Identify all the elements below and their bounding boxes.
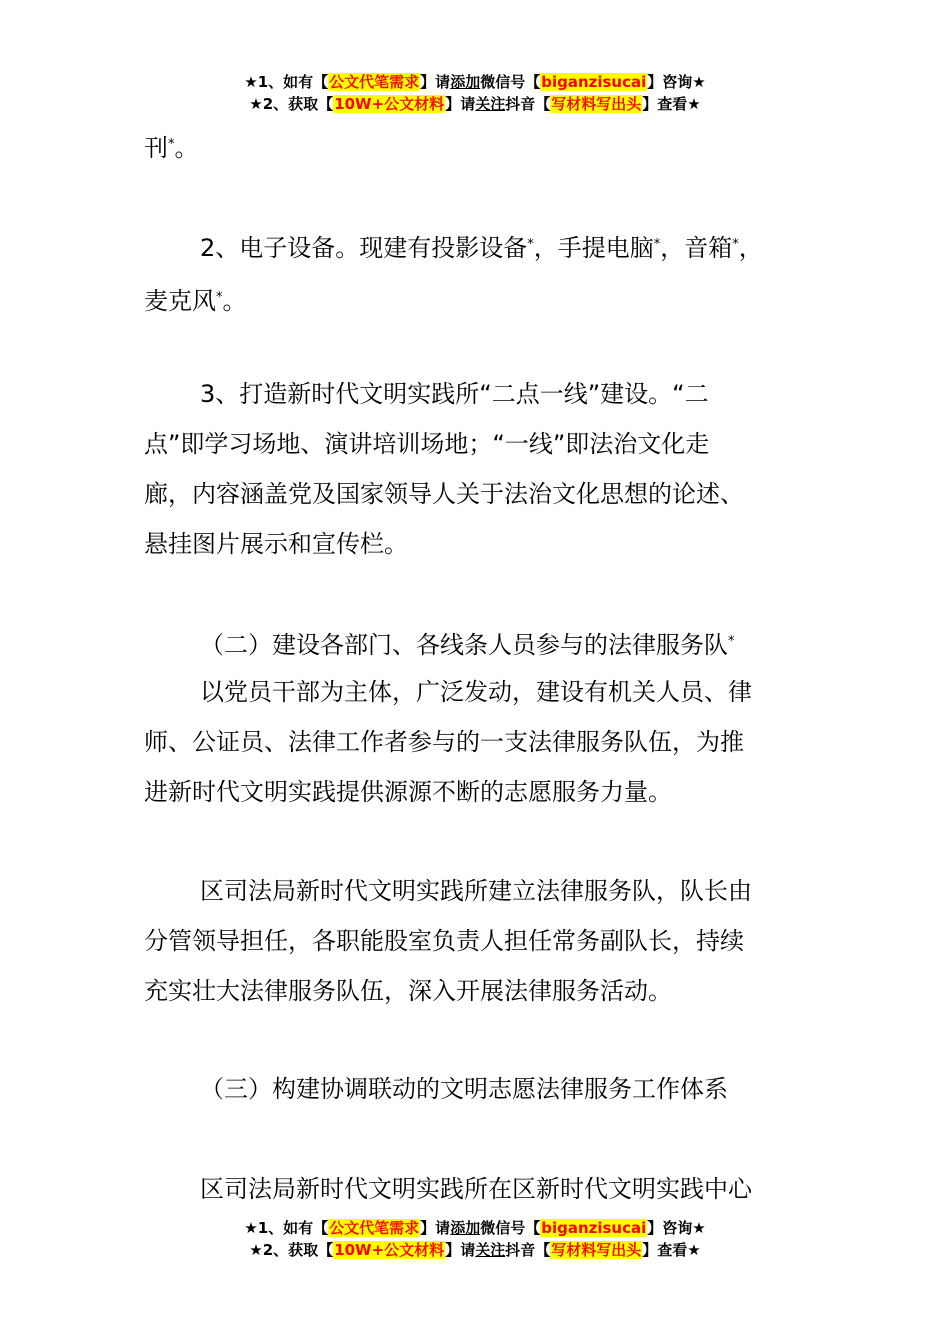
promo-text: 】请: [445, 1241, 476, 1259]
promo-highlight: 公文代笔需求: [329, 73, 420, 91]
promo-text: 抖音【: [505, 1241, 551, 1259]
text-line: 3、打造新时代文明实践所“二点一线”建设。“二: [200, 380, 709, 408]
text-line: 区司法局新时代文明实践所建立法律服务队，队长由: [200, 877, 752, 905]
promo-text: 】咨询★: [647, 1219, 706, 1237]
asterisk-mark: *: [168, 137, 175, 152]
promo-highlight: 10W+公文材料: [334, 1241, 445, 1259]
text-line: [144, 120, 814, 173]
promo-text: 微信号【: [480, 73, 541, 91]
promo-text: ★2、获取【: [249, 1241, 334, 1259]
promo-wechat-id: biganzisucai: [541, 1219, 647, 1237]
promo-underlined-text: 关注: [475, 1241, 506, 1259]
text-line: 区司法局新时代文明实践所在区新时代文明实践中心: [200, 1175, 752, 1203]
text-line: 以党员干部为主体，广泛发动，建设有机关人员、律: [200, 678, 752, 706]
section-heading-3: [144, 1064, 814, 1114]
promo-line-1: [0, 1218, 950, 1240]
promo-highlight: 公文代笔需求: [329, 1219, 420, 1237]
asterisk-mark: *: [216, 290, 223, 305]
text-line: 廊，内容涵盖党及国家领导人关于法治文化思想的论述、: [144, 480, 744, 508]
text-line: [144, 273, 814, 326]
promo-douyin-id: 写材料写出头: [551, 1241, 642, 1259]
heading-text: （二）建设各部门、各线条人员参与的法律服务队: [200, 631, 728, 659]
promo-text: 抖音【: [505, 95, 551, 113]
asterisk-mark: *: [728, 634, 735, 649]
section-heading-2: [144, 617, 814, 670]
promo-text: ★1、如有【: [244, 73, 329, 91]
text-line: 悬挂图片展示和宣传栏。: [144, 530, 408, 558]
text-line: 充实壮大法律服务队伍，深入开展法律服务活动。: [144, 977, 672, 1005]
text-run: 2、电子设备。现建有投影设备: [200, 234, 528, 262]
paragraph-continuation: [144, 120, 814, 173]
asterisk-mark: *: [653, 237, 661, 252]
promo-highlight: 10W+公文材料: [334, 95, 445, 113]
paragraph-team-leadership: [144, 866, 814, 1016]
heading-text: （三）构建协调联动的文明志愿法律服务工作体系: [200, 1075, 728, 1103]
paragraph-two-points-one-line: [144, 369, 814, 569]
text-run: 。: [222, 287, 247, 315]
paragraph-practice-center: [144, 1164, 814, 1214]
text-line: 进新时代文明实践提供源源不断的志愿服务力量。: [144, 778, 672, 806]
text-line: [144, 617, 814, 670]
footer-promo-banner: [0, 1218, 950, 1262]
asterisk-mark: *: [527, 237, 534, 252]
promo-text: 】请: [420, 1219, 451, 1237]
promo-text: 微信号【: [480, 1219, 541, 1237]
promo-text: 】查看★: [642, 95, 701, 113]
promo-line-2: [0, 94, 950, 116]
text-run: ，音箱: [660, 234, 733, 262]
promo-line-1: [0, 72, 950, 94]
promo-text: ★2、获取【: [249, 95, 334, 113]
text-line: 分管领导担任，各职能股室负责人担任常务副队长，持续: [144, 927, 744, 955]
promo-text: ★1、如有【: [244, 1219, 329, 1237]
text-run: 。: [174, 134, 199, 162]
promo-line-2: [0, 1240, 950, 1262]
promo-text: 】请: [420, 73, 451, 91]
promo-text: 】咨询★: [647, 73, 706, 91]
text-run: ，: [738, 234, 763, 262]
promo-underlined-text: 添加: [450, 73, 481, 91]
promo-douyin-id: 写材料写出头: [551, 95, 642, 113]
text-run: ，手提电脑: [533, 234, 654, 262]
text-line: 点”即学习场地、演讲培训场地；“一线”即法治文化走: [144, 430, 710, 458]
asterisk-mark: *: [732, 237, 739, 252]
text-run: 麦克风: [144, 287, 216, 315]
promo-underlined-text: 关注: [475, 95, 506, 113]
paragraph-electronic-equipment: [144, 220, 814, 326]
promo-underlined-text: 添加: [450, 1219, 481, 1237]
promo-text: 】请: [445, 95, 476, 113]
text-line: 师、公证员、法律工作者参与的一支法律服务队伍，为推: [144, 728, 744, 756]
promo-text: 】查看★: [642, 1241, 701, 1259]
text-run: 刊: [144, 134, 168, 162]
promo-wechat-id: biganzisucai: [541, 73, 647, 91]
paragraph-legal-team: [144, 667, 814, 817]
text-line: [144, 220, 814, 273]
header-promo-banner: [0, 72, 950, 116]
